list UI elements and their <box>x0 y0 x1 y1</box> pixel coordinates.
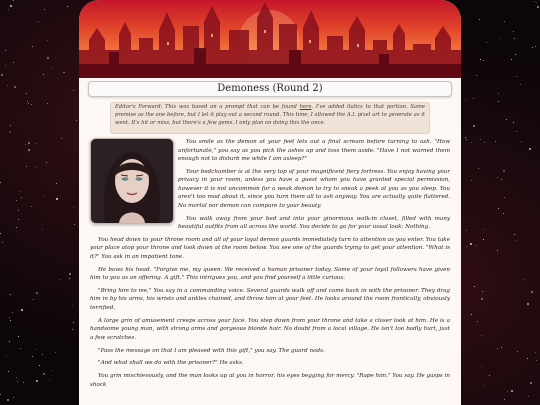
editor-note-text-cont: . I've added italics to that portion. Same premise as the one before, but I let it play out a second round. This time, I allowed the A.I. pixel art to generate as it went. It's hit or miss, but there's a few gems. I only plan on doing this the once. <box>115 104 426 126</box>
star-dot <box>482 291 483 292</box>
story-paragraph: "Pass the message on that I am pleased with this gift," you say. The guard nods. <box>98 347 325 354</box>
star-dot <box>49 379 50 380</box>
star-dot <box>9 317 10 318</box>
banner-image <box>79 0 461 78</box>
star-dot <box>516 131 517 132</box>
star-dot <box>515 240 516 241</box>
star-dot <box>527 303 529 305</box>
star-dot <box>529 148 531 150</box>
editor-note <box>110 102 430 134</box>
story-paragraph: He bows his head. "Forgive me, my queen. We received a human prisoner today. Some of your loyal followers have given him to you as an offering. A gift." This intrigues you, and you find yourself a little curious. <box>90 266 450 282</box>
story-paragraph: You walk away from your bed and into your ginormous walk-in closet, filled with many beautiful outfits from all across the world. You decide to go for your usual look: Nothing. <box>178 215 450 231</box>
star-dot <box>497 250 498 251</box>
star-dot <box>495 141 496 142</box>
star-dot <box>471 142 472 143</box>
star-dot <box>33 299 34 300</box>
star-dot <box>55 352 56 353</box>
editor-note-text: Editor's Forward: This was based on a prompt that can be found <box>115 104 300 110</box>
star-dot <box>12 312 13 313</box>
star-dot <box>476 245 477 246</box>
story-page <box>79 0 461 405</box>
star-dot <box>76 120 77 121</box>
star-dot <box>38 21 39 22</box>
story-paragraph: A large grin of amusement creeps across your face. You step down from your throne and take a closer look at him. He is a handsome young man, with strong arms and gorgeous blonde hair. No doubt from a local village. He isn't too badly hurt, just a few scratches. <box>90 317 450 341</box>
star-dot <box>501 347 502 348</box>
story-content <box>79 78 461 405</box>
star-dot <box>31 104 32 105</box>
star-dot <box>465 99 466 100</box>
star-dot <box>10 131 11 132</box>
star-dot <box>25 144 26 145</box>
star-dot <box>466 246 467 247</box>
star-dot <box>0 182 1 183</box>
story-paragraph: You smile as the demon at your feet lets out a final scream before turning to ash. "How unfortunate," you say as you pick the ashes up and toss them aside. "Have I not warned them enough not to disturb me while I am asleep?" <box>178 139 450 162</box>
star-dot <box>21 197 22 198</box>
star-dot <box>56 183 57 184</box>
star-dot <box>483 239 484 240</box>
star-dot <box>513 31 514 32</box>
star-dot <box>21 309 23 311</box>
star-dot <box>523 279 524 280</box>
star-dot <box>28 149 30 151</box>
star-dot <box>480 139 481 140</box>
star-dot <box>507 391 508 392</box>
star-dot <box>26 166 27 167</box>
story-paragraph: Your bedchamber is at the very top of your magnificent fiery fortress. You enjoy having your privacy in your room, unless you have a guest whom you have granted special permission, however it is not uncommon for a weak demon to try to sneak a peek at you as you sleep. You aren't too mad about it, since you turn them all to ash anyway. You are actually quite flattered. No mortal nor demon can compare to your beauty. <box>178 168 450 209</box>
star-dot <box>511 59 512 60</box>
castle-silhouette <box>79 0 461 78</box>
star-dot <box>61 138 62 139</box>
star-dot <box>483 60 484 61</box>
story-paragraph: You grin mischievously, and the man looks up at you in horror, his eyes begging for mercy. "Rape him." You say. He gasps in shock <box>90 373 450 388</box>
star-dot <box>531 291 533 293</box>
star-dot <box>498 93 499 94</box>
prompt-link[interactable]: here <box>299 104 312 110</box>
star-dot <box>465 137 466 138</box>
star-dot <box>6 355 7 356</box>
star-dot <box>35 349 36 350</box>
story-paragraph: You head down to your throne room and all of your loyal demon guards immediately turn to attention as you enter. You take your place atop your throne and look down at the room below. You see one of the guards trying to get your attention. "What is it?" You ask in an impatient tone. <box>90 236 450 260</box>
story-paragraph: "Bring him to me," You say in a commanding voice. Several guards walk off and come back in with the prisoner. They drag him in by his arms, his wrists and ankles chained, and throw him at your feet. He looks around the room frantically, obviously terrified. <box>90 287 450 311</box>
star-dot <box>536 360 537 361</box>
star-dot <box>503 170 505 172</box>
star-dot <box>506 119 507 120</box>
star-dot <box>474 286 475 287</box>
star-dot <box>481 335 482 336</box>
story-paragraph: "And what shall we do with the prisoner?" He asks. <box>98 360 244 367</box>
star-dot <box>36 380 38 382</box>
star-dot <box>47 57 49 59</box>
star-dot <box>489 375 490 376</box>
star-dot <box>10 294 11 295</box>
star-dot <box>28 142 30 144</box>
star-dot <box>10 320 11 321</box>
star-dot <box>31 206 32 207</box>
star-dot <box>530 382 532 384</box>
star-dot <box>480 59 481 60</box>
star-dot <box>46 162 47 163</box>
star-dot <box>470 243 472 245</box>
star-dot <box>7 85 8 86</box>
star-dot <box>483 229 484 230</box>
star-dot <box>39 365 40 366</box>
star-dot <box>74 224 75 225</box>
story-title: Demoness (Round 2) <box>88 81 452 97</box>
star-dot <box>477 321 478 322</box>
star-dot <box>466 139 467 140</box>
star-dot <box>466 230 467 231</box>
story-body <box>90 138 450 393</box>
star-dot <box>9 341 10 342</box>
star-dot <box>503 213 504 214</box>
star-dot <box>479 19 480 20</box>
star-dot <box>43 74 44 75</box>
